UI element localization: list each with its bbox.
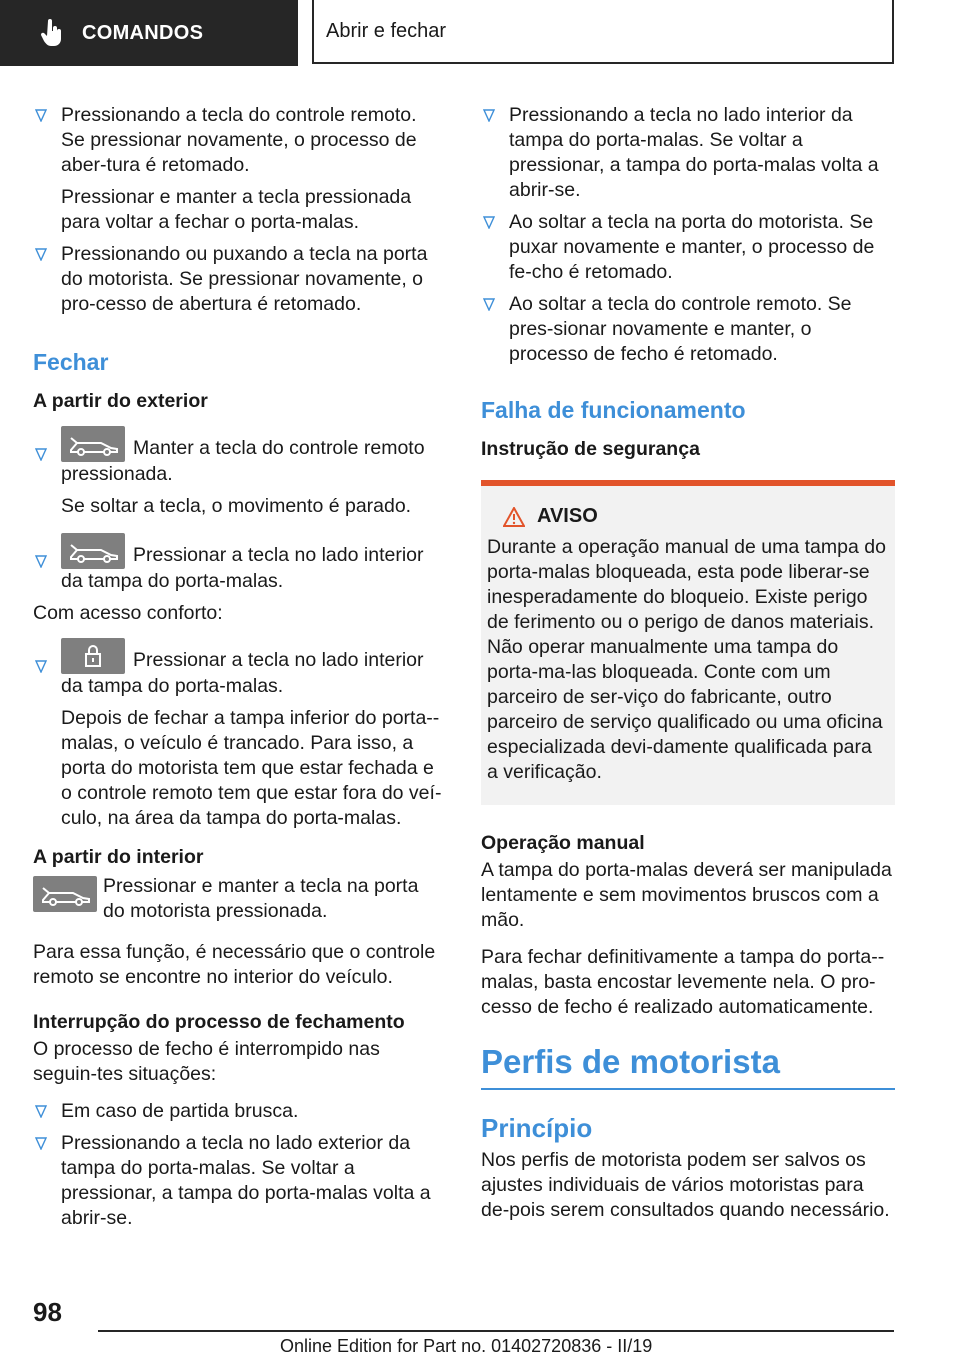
right-column <box>481 103 895 1235</box>
principio-paragraph: Nos perfis de motorista podem ser salvos os ajustes individuais de vários motoristas para de-pois serem consultados quando necessário. <box>481 1149 890 1221</box>
heading-interior: A partir do interior <box>33 846 204 868</box>
left-column <box>33 103 445 1238</box>
footer-edition: Online Edition for Part no. 01402720836 - II/19 <box>280 1336 653 1356</box>
interior-paragraph: Para essa função, é necessário que o controle remoto se encontre no interior do veículo. <box>33 941 436 988</box>
heading-exterior: A partir do exterior <box>33 390 208 412</box>
conforto-label: Com acesso conforto: <box>33 602 223 624</box>
lock-icon <box>61 638 125 674</box>
list-item <box>481 292 895 367</box>
triangle-bullet-icon <box>35 248 47 261</box>
list-item <box>33 1131 445 1231</box>
triangle-bullet-icon <box>35 1137 47 1150</box>
triangle-bullet-icon <box>35 555 47 568</box>
hand-pointer-icon <box>40 19 64 47</box>
heading-operacao-manual: Operação manual <box>481 832 645 854</box>
heading-falha: Falha de funcionamento <box>481 397 746 423</box>
heading-principio: Princípio <box>481 1113 593 1143</box>
manual-paragraph-2: Para fechar definitivamente a tampa do porta--malas, basta encostar levemente nela. O pro-cesso de fecho é realizado automaticamente. <box>481 946 885 1018</box>
heading-interrupcao: Interrupção do processo de fechamento <box>33 1011 405 1033</box>
triangle-bullet-icon <box>483 298 495 311</box>
warning-title: AVISO <box>537 505 598 527</box>
page-number: 98 <box>33 1297 62 1327</box>
interior-row <box>33 874 445 924</box>
triangle-bullet-icon <box>483 109 495 122</box>
list-item-text: Em caso de partida brusca. <box>61 1100 299 1122</box>
list-item <box>481 210 895 285</box>
heading-perfis: Perfis de motorista <box>481 1042 895 1090</box>
list-item-text: Pressionando a tecla do controle remoto. Se pressionar novamente, o processo de aber-tura é retomado. <box>61 104 417 176</box>
list-item <box>33 638 445 831</box>
list-item-text: Ao soltar a tecla na porta do motorista. Se puxar novamente e manter, o processo de fe-cho é retomado. <box>509 211 875 283</box>
triangle-bullet-icon <box>35 1105 47 1118</box>
footer-divider <box>98 1330 894 1332</box>
header-chapter-box <box>312 0 894 64</box>
list-item <box>33 242 445 317</box>
list-item <box>33 1099 445 1124</box>
list-item-subtext: Pressionar e manter a tecla pressionada para voltar a fechar o porta-malas. <box>61 186 412 233</box>
heading-seguranca: Instrução de segurança <box>481 438 700 460</box>
warning-box <box>481 480 895 805</box>
list-item <box>33 426 445 519</box>
list-item-text: Manter a tecla do controle remoto pressionada. <box>61 437 425 485</box>
triangle-bullet-icon <box>35 448 47 461</box>
list-item <box>33 533 445 594</box>
triangle-bullet-icon <box>35 660 47 673</box>
section-title: COMANDOS <box>82 21 204 44</box>
tailgate-car-icon <box>61 533 125 569</box>
triangle-bullet-icon <box>35 109 47 122</box>
list-item <box>481 103 895 203</box>
warning-triangle-icon <box>503 507 525 527</box>
header-section-tab <box>0 0 298 66</box>
triangle-bullet-icon <box>483 216 495 229</box>
warning-text: Durante a operação manual de uma tampa do porta-malas bloqueada, esta pode liberar-se inesperadamente do bloqueio. Existe perigo de ferimento ou o perigo de danos materiais. Não operar manualmente uma tampa do porta-ma-las bloqueada. Conte com um parceiro de ser-viço do fabricante, outro parceiro de serviço qualificado ou uma oficina especializada devi-damente qualificada para a verificação. <box>487 536 886 783</box>
tailgate-car-icon <box>33 876 97 912</box>
chapter-title: Abrir e fechar <box>326 19 447 42</box>
list-item-subtext: Se soltar a tecla, o movimento é parado. <box>61 495 412 517</box>
tailgate-car-icon <box>61 426 125 462</box>
interrupt-paragraph: O processo de fecho é interrompido nas seguin-tes situações: <box>33 1038 380 1085</box>
list-item-text: Pressionar a tecla no lado interior da tampa do porta-malas. <box>61 544 424 592</box>
list-item-text: Pressionando a tecla no lado exterior da tampa do porta-malas. Se voltar a pressionar, a tampa do porta-malas volta a abrir-se. <box>61 1132 431 1229</box>
list-item-subtext: Depois de fechar a tampa inferior do porta--malas, o veículo é trancado. Para isso, a porta do motorista tem que estar fechada e o controle remoto tem que estar fora do veí-culo, na área da tampa do porta-malas. <box>61 707 442 829</box>
manual-paragraph-1: A tampa do porta-malas deverá ser manipulada lentamente e sem movimentos bruscos com a mão. <box>481 859 892 931</box>
interior-text: Pressionar e manter a tecla na porta do motorista pressionada. <box>103 875 419 922</box>
list-item-text: Pressionando ou puxando a tecla na porta do motorista. Se pressionar novamente, o pro-cesso de abertura é retomado. <box>61 243 428 315</box>
list-item-text: Ao soltar a tecla do controle remoto. Se pres-sionar novamente e manter, o processo de fecho é retomado. <box>509 293 852 365</box>
list-item-text: Pressionando a tecla no lado interior da tampa do porta-malas. Se voltar a pressionar, a tampa do porta-malas volta a abrir-se. <box>509 104 879 201</box>
list-item <box>33 103 445 235</box>
list-item-text: Pressionar a tecla no lado interior da tampa do porta-malas. <box>61 649 424 697</box>
heading-fechar: Fechar <box>33 349 109 375</box>
